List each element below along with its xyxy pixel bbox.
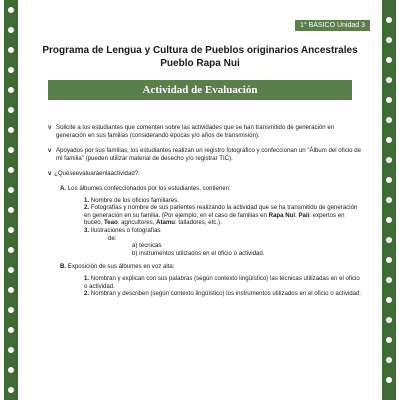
evaluation-question [48,170,364,178]
section-b-title [60,263,364,271]
item-text: : expertos en buceo, [84,211,345,227]
term-atamu: Atamu [156,219,176,227]
list-item [84,275,364,290]
item-text: : talladores, etc.). [175,219,222,227]
instruction-item [48,147,364,162]
item-text: Nombran y explican con sus palabras (según contexto lingüístico) las técnicas utilizadas en el oficio o actividad. [84,274,360,290]
item-text: Nombre de los oficios familiares. [90,196,179,204]
term-teao: Teao [104,219,118,227]
item-text: Ilustraciones o fotografías [90,226,161,234]
list-item [84,227,364,235]
item-continuation: de: [108,234,117,242]
activity-content [48,124,364,304]
bullet-mark: v [48,124,52,131]
section-title-text: Los álbumes confeccionados por los estudiantes, contienen: [67,184,231,192]
border-pattern-icon [380,0,398,400]
instruction-text: Solicite a los estudiantes que comenten sobre las actividades que se han transmitido de generación en generación en sus familias (considerando épocas y/o años de transmisión). [56,124,335,139]
list-item [84,197,364,205]
instruction-text: Apoyados por sus familias, los estudiantes realizan un registro fotográfico y confeccionan un "Álbum del oficio de mi familia" (pueden utilizar material de desecho y/o registrar TIC). [56,147,361,162]
section-title-text: Exposición de sus álbumes en voz alta: [67,263,175,271]
bullet-mark: v [48,170,52,178]
section-banner: Actividad de Evaluación [48,80,352,100]
term-paii: Paii [298,211,310,219]
list-item [84,290,364,298]
item-number: 2. [84,290,90,298]
section-a [60,185,364,257]
section-a-title [60,185,364,193]
title-line-2: Pueblo Rapa Nui [160,58,240,69]
item-number: 1. [84,274,90,282]
item-number: 2. [84,204,90,212]
decorative-border-right [380,0,398,400]
item-text: Nombran y describen (según contexto lingüístico) los instrumentos utilizados en el oficio o actividad. [90,290,362,298]
bullet-mark: v [48,147,52,155]
list-item [84,204,364,227]
title-line-1: Programa de Lengua y Cultura de Pueblos originarios Ancestrales [42,45,358,56]
item-text: Fotografías y nombre de sus parientes realizando la actividad que se ha transmitido de generación en generación en su familia. (Por ejemplo, en el caso de familias en [84,204,358,219]
item-text: : [295,211,297,219]
section-a-items [84,197,364,258]
item-number: 1. [84,196,90,204]
term-rapa-nui: Rapa Nui [268,211,296,219]
question-text: ¿Quéseevaluaráenlaactividad?: [54,170,140,178]
border-pattern-icon [2,0,20,400]
unit-badge: 1° BÁSICO Unidad 3 [295,20,370,31]
section-letter: A. [60,184,67,192]
item-number: 3. [84,226,90,234]
section-b [60,263,364,297]
item-text: : agricultores, [117,219,155,227]
sub-item-a: a) técnicas [132,242,162,250]
decorative-border-left [2,0,20,400]
section-b-items [84,275,364,298]
page-title [22,44,378,70]
sub-item-b: b) instrumentos utilizados en el oficio o actividad. [132,249,265,257]
section-letter: B. [60,263,67,271]
instruction-item [48,124,364,139]
